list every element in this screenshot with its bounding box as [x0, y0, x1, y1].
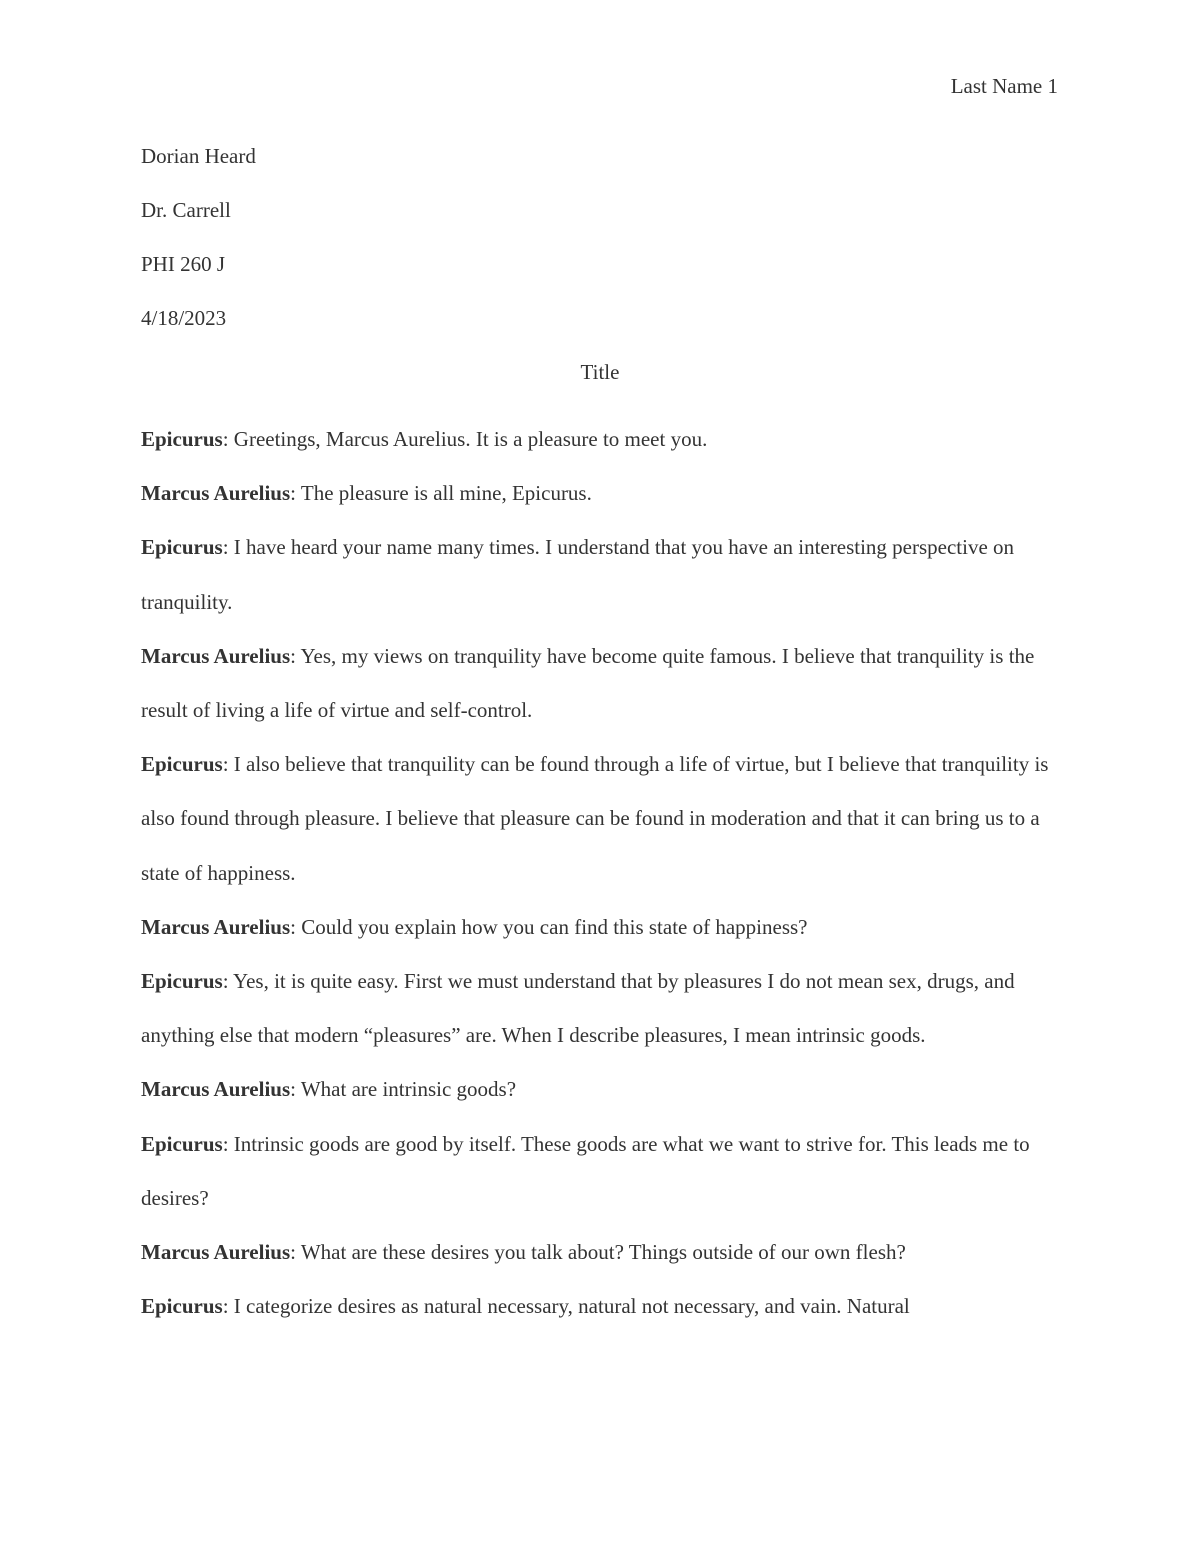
- speaker-name: Marcus Aurelius: [141, 643, 291, 668]
- dialogue-turn: [141, 954, 1059, 1062]
- speaker-name: Marcus Aurelius: [141, 1240, 291, 1265]
- speaker-name: Marcus Aurelius: [141, 481, 291, 506]
- speech-text: : Could you explain how you can find this state of happiness?: [290, 914, 808, 939]
- speech-text: : Yes, it is quite easy. First we must understand that by pleasures I do not mean sex, drugs, and anything else that modern “pleasures” are. When I describe pleasures, I mean intrinsic goods.: [141, 969, 1015, 1048]
- speech-text: : I have heard your name many times. I understand that you have an interesting perspective on tranquility.: [141, 535, 1015, 614]
- speech-text: : The pleasure is all mine, Epicurus.: [290, 481, 592, 506]
- dialogue-turn: [141, 1062, 1059, 1116]
- speech-text: : I also believe that tranquility can be found through a life of virtue, but I believe that tranquility is also found through pleasure. I believe that pleasure can be found in moderation and that it can bring us to a state of happiness.: [141, 752, 1049, 885]
- speaker-name: Epicurus: [141, 427, 223, 451]
- dialogue-turn: [141, 629, 1059, 737]
- student-name: Dorian Heard: [141, 144, 256, 168]
- dialogue-turn: [141, 900, 1059, 954]
- speech-text: : Intrinsic goods are good by itself. These goods are what we want to strive for. This leads me to desires?: [141, 1131, 1030, 1210]
- dialogue-turn: [141, 1225, 1059, 1279]
- speech-text: : What are these desires you talk about? Things outside of our own flesh?: [290, 1240, 906, 1265]
- dialogue-turn: [141, 412, 1059, 466]
- speech-text: : Yes, my views on tranquility have become quite famous. I believe that tranquility is the result of living a life of virtue and self-control.: [141, 643, 1035, 723]
- speaker-name: Marcus Aurelius: [141, 914, 291, 939]
- speech-text: : I categorize desires as natural necessary, natural not necessary, and vain. Natural: [222, 1294, 910, 1319]
- speaker-name: Epicurus: [141, 535, 223, 560]
- dialogue-turn: [141, 1279, 1059, 1333]
- mla-heading: [141, 142, 1059, 412]
- speaker-name: Epicurus: [141, 752, 223, 777]
- speaker-name: Epicurus: [141, 969, 223, 994]
- speaker-name: Marcus Aurelius: [141, 1077, 291, 1102]
- speech-text: : What are intrinsic goods?: [290, 1077, 517, 1102]
- instructor-name: Dr. Carrell: [141, 198, 231, 222]
- dialogue-turn: [141, 737, 1059, 900]
- speaker-name: Epicurus: [141, 1131, 223, 1156]
- running-header: Last Name 1: [950, 74, 1058, 98]
- speaker-name: Epicurus: [141, 1294, 223, 1319]
- date: 4/18/2023: [141, 306, 227, 330]
- dialogue-turn: [141, 466, 1059, 520]
- course-name: PHI 260 J: [141, 252, 226, 276]
- dialogue-turn: [141, 1117, 1059, 1225]
- dialogue-turn: [141, 520, 1059, 628]
- dialogue-body: [141, 412, 1059, 1333]
- speech-text: : Greetings, Marcus Aurelius. It is a pleasure to meet you.: [222, 427, 708, 451]
- paper-title: Title: [580, 360, 620, 384]
